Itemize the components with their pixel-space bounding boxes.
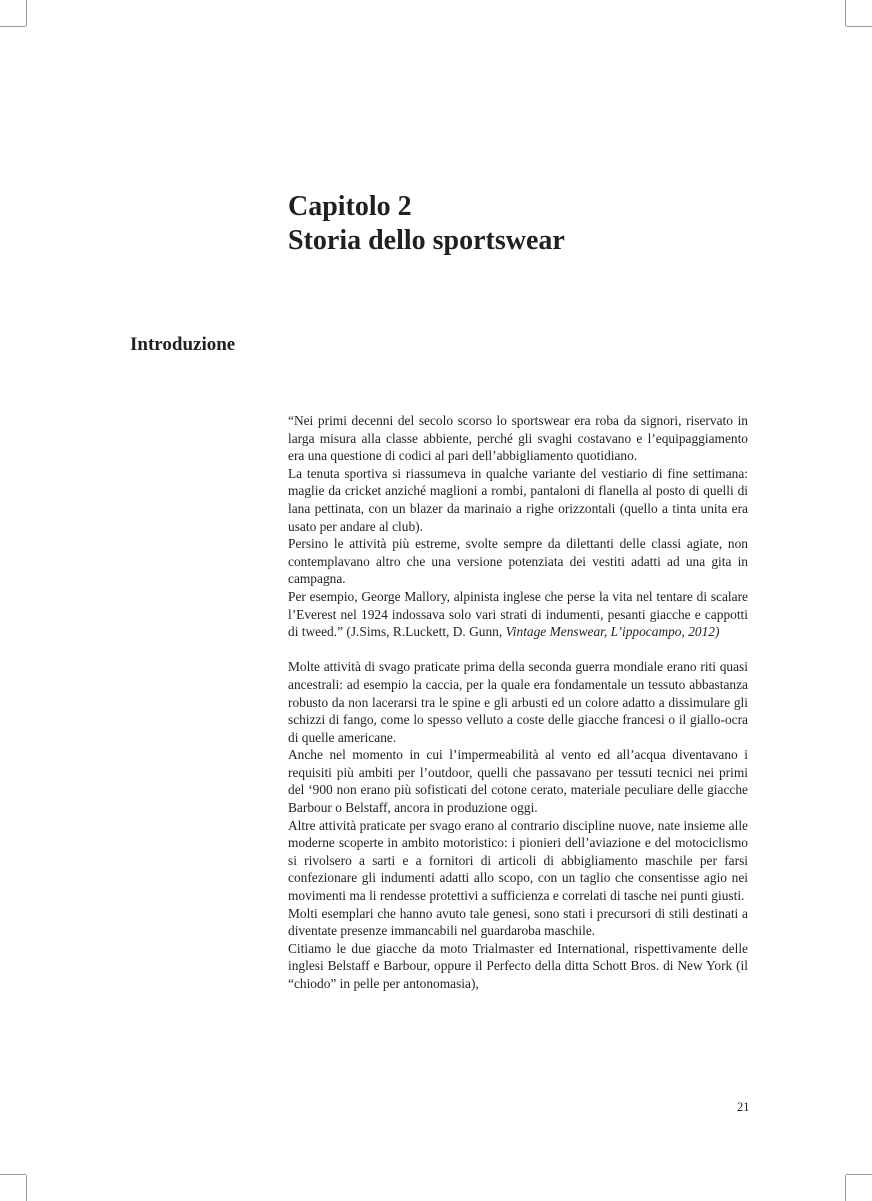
chapter-heading [288,190,565,258]
crop-mark [845,0,846,26]
crop-mark [0,26,26,27]
citation-source: Vintage Menswear, L’ippocampo, 2012) [505,624,720,640]
body-paragraph: Altre attività praticate per svago erano al contrario discipline nuove, nate insieme alle moderne scoperte in ambito motoristico: i pionieri dell’aviazione e del motociclismo si rivolsero a sarti e a fornitori di articoli di abbigliamento maschile per farsi confezionare gli indumenti adatti allo scopo, con un taglio che consentisse agio nei movimenti ma li rendesse protettivi a sufficienza e correlati di tasche nei punti giusti. [288,817,748,904]
quote-paragraph: La tenuta sportiva si riassumeva in qualche variante del vestiario di fine settimana: maglie da cricket anziché maglioni a rombi, pantaloni di flanella al posto di quelli di lana pettinata, con un blazer da marinaio a righe orizzontali (quello a tinta unita era usato per andare al club). [288,465,748,534]
quote-text: Per esempio, George Mallory, alpinista inglese che perse la vita nel tentare di scalare l’Everest nel 1924 indossava solo vari strati di indumenti, pesanti giacche e cappotti di tweed.” (J.Sims, R.Luckett, D. Gunn, [288,588,748,640]
crop-mark [26,1175,27,1201]
crop-mark [846,1174,872,1175]
crop-mark [845,1175,846,1201]
body-paragraph: Anche nel momento in cui l’impermeabilità al vento ed all’acqua diventavano i requisiti più ambiti per l’outdoor, quelli che passavano per tessuti tecnici nei primi del ‘900 non erano più sofisticati del cotone cerato, materiale peculiare delle giacche Barbour o Belstaff, ancora in produzione oggi. [288,747,748,816]
chapter-label: Capitolo 2 [288,191,412,222]
body-paragraph: Molti esemplari che hanno avuto tale genesi, sono stati i precursori di stili destinati a diventate presenze immancabili nel guardaroba maschile. [288,905,748,939]
body-paragraph: Citiamo le due giacche da moto Trialmaster ed International, rispettivamente delle inglesi Belstaff e Barbour, oppure il Perfecto della ditta Schott Bros. di New York (il “chiodo” in pelle per antonomasia), [288,940,748,991]
quote-paragraph: “Nei primi decenni del secolo scorso lo sportswear era roba da signori, riservato in larga misura alla classe abbiente, perché gli svaghi costavano e l’equipaggiamento era una questione di codici al pari dell’abbigliamento quotidiano. [288,413,748,464]
section-title: Introduzione [130,334,236,355]
page-number: 21 [737,1100,750,1114]
main-text [288,412,748,993]
crop-mark [26,0,27,26]
body-paragraph: Molte attività di svago praticate prima della seconda guerra mondiale erano riti quasi ancestrali: ad esempio la caccia, per la quale era fondamentale un tessuto abbastanza robusto da non lacerarsi tra le spine e gli arbusti ed un colore adatto a dissimulare gli schizzi di fango, come lo spesso velluto a coste delle giacche francesi o il giallo-ocra di quelle americane. [288,659,748,745]
crop-mark [846,26,872,27]
quote-paragraph [288,588,748,641]
chapter-title: Storia dello sportswear [288,225,565,256]
quote-paragraph: Persino le attività più estreme, svolte sempre da dilettanti delle classi agiate, non contemplavano altro che una versione potenziata dei vestiti adatti ad una gita in campagna. [288,536,748,587]
crop-mark [0,1174,26,1175]
